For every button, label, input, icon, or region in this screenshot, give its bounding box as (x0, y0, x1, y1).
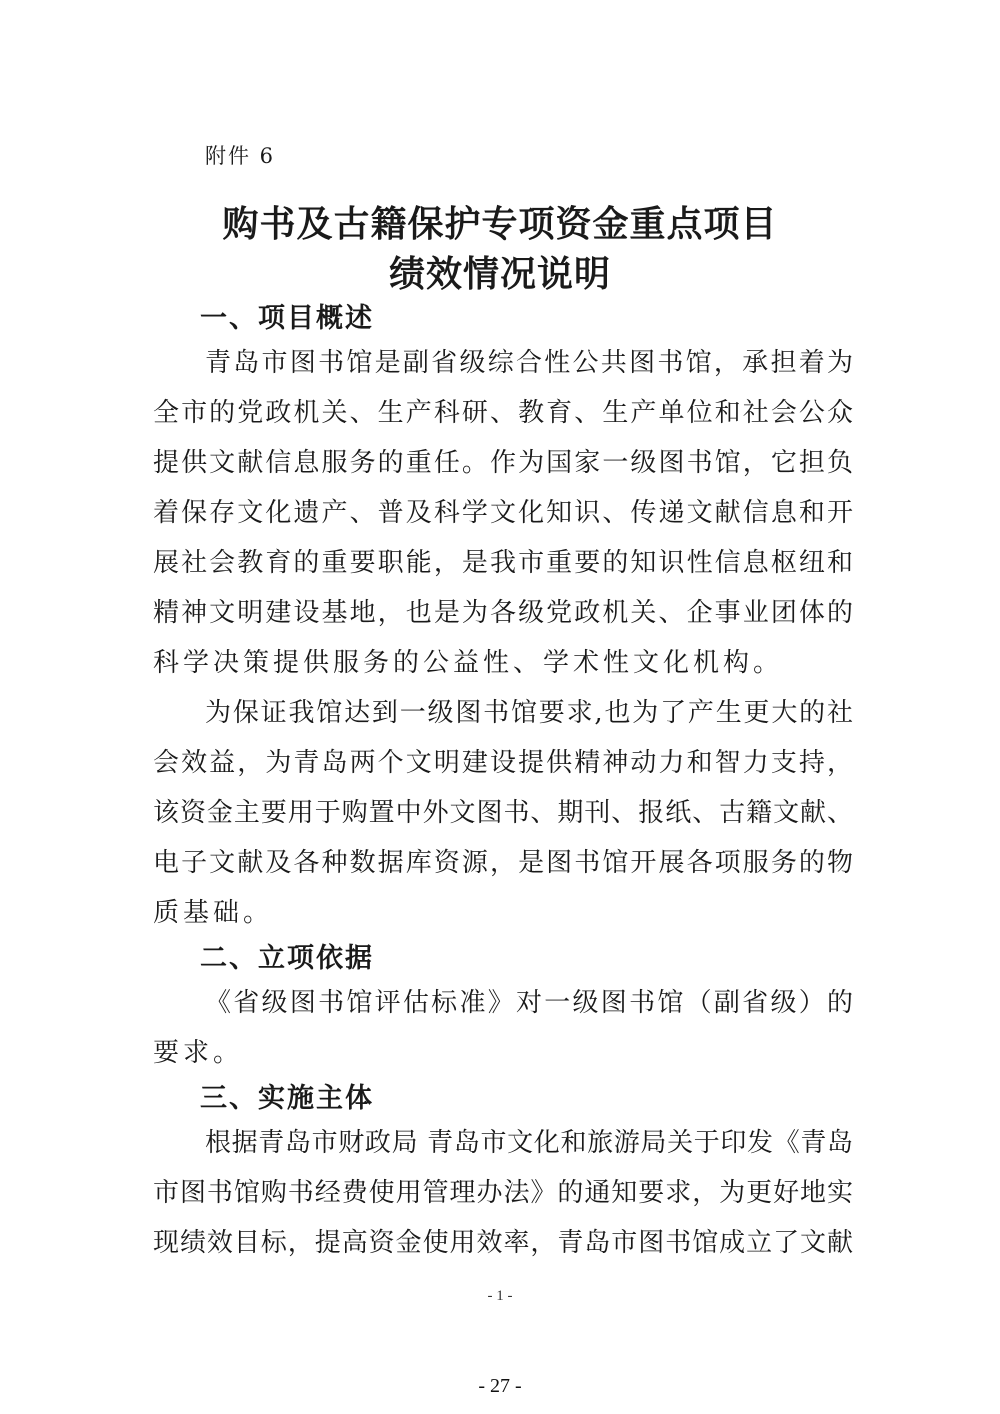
body-line: 根据青岛市财政局 青岛市文化和旅游局关于印发《青岛 (205, 1128, 853, 1158)
body-line: 质基础。 (153, 898, 274, 928)
body-line: 现绩效目标，提高资金使用效率，青岛市图书馆成立了文献 (153, 1228, 853, 1258)
section-heading-overview: 一、项目概述 (200, 303, 374, 334)
body-line: 精神文明建设基地，也是为各级党政机关、企事业团体的 (153, 598, 853, 628)
attachment-label: 附件 6 (205, 144, 276, 168)
body-line: 市图书馆购书经费使用管理办法》的通知要求，为更好地实 (153, 1178, 853, 1208)
section-heading-basis: 二、立项依据 (200, 943, 374, 974)
body-line: 科学决策提供服务的公益性、学术性文化机构。 (153, 648, 784, 678)
body-line: 全市的党政机关、生产科研、教育、生产单位和社会公众 (153, 398, 853, 428)
section-heading-implementer: 三、实施主体 (200, 1083, 374, 1114)
body-line: 青岛市图书馆是副省级综合性公共图书馆，承担着为 (205, 348, 853, 378)
document-title-line-2: 绩效情况说明 (388, 253, 611, 295)
body-line: 着保存文化遗产、普及科学文化知识、传递文献信息和开 (153, 498, 853, 528)
body-line: 《省级图书馆评估标准》对一级图书馆（副省级）的 (205, 988, 853, 1018)
body-line: 为保证我馆达到一级图书馆要求,也为了产生更大的社 (205, 698, 853, 728)
body-line: 电子文献及各种数据库资源，是图书馆开展各项服务的物 (153, 848, 853, 878)
inner-page-number: - 1 - (487, 1288, 513, 1304)
outer-page-number: - 27 - (478, 1375, 522, 1397)
body-line: 展社会教育的重要职能，是我市重要的知识性信息枢纽和 (153, 548, 853, 578)
body-line: 会效益，为青岛两个文明建设提供精神动力和智力支持， (153, 748, 853, 778)
body-line: 提供文献信息服务的重任。作为国家一级图书馆，它担负 (153, 448, 853, 478)
document-title-line-1: 购书及古籍保护专项资金重点项目 (222, 203, 778, 245)
body-line: 该资金主要用于购置中外文图书、期刊、报纸、古籍文献、 (153, 798, 853, 828)
body-line: 要求。 (153, 1038, 244, 1068)
